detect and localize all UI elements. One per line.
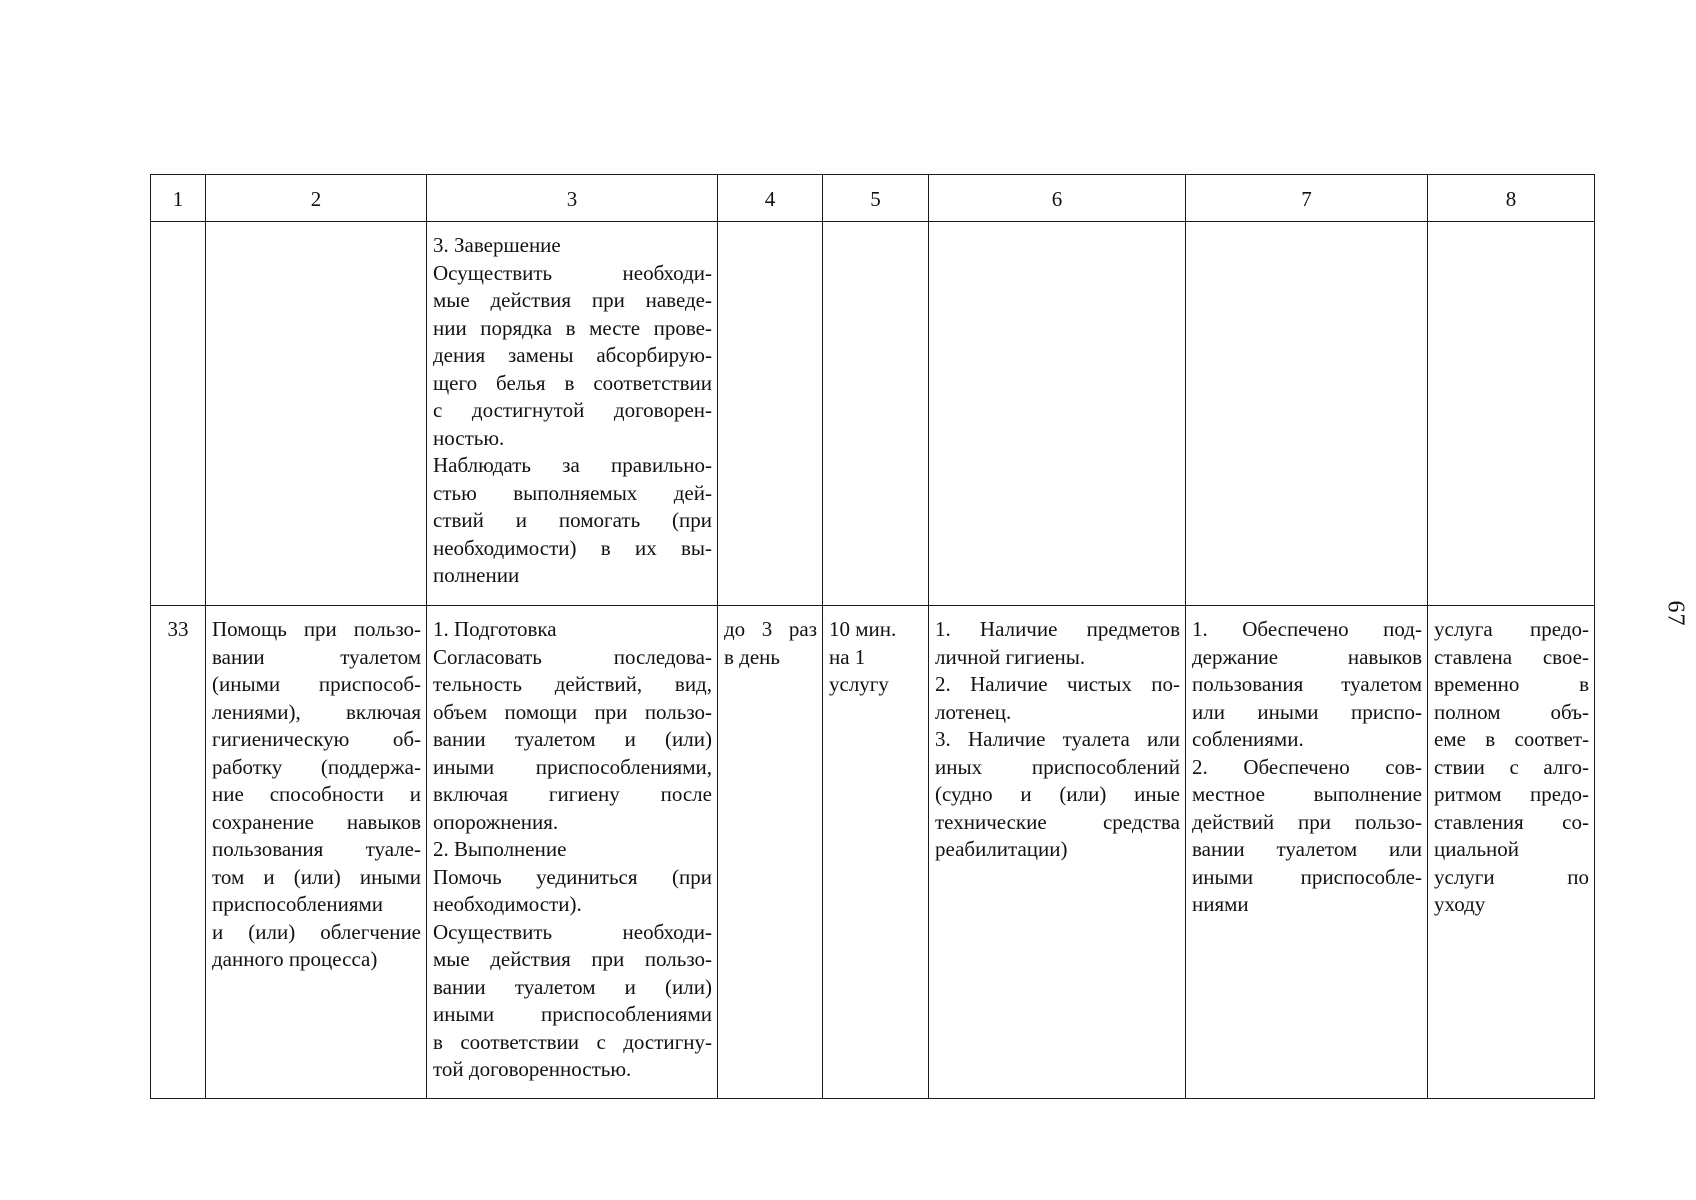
text-line: приспособлениями	[212, 892, 384, 916]
text-line: дения замены абсорбирую-	[433, 343, 712, 367]
procedure-cell	[427, 606, 718, 1099]
column-number-header-row	[151, 175, 1595, 222]
text-line: 3. Наличие туалета или	[935, 727, 1180, 751]
text-line: данного процесса)	[212, 947, 378, 971]
text-line: 1. Обеспечено под-	[1192, 617, 1422, 641]
header-cell-1: 1	[151, 175, 206, 222]
header-cell-3: 3	[427, 175, 718, 222]
text-line: лотенец.	[935, 699, 1012, 724]
continuation-procedure-cell	[427, 222, 718, 606]
text-line: ние способности и	[212, 782, 421, 806]
text-line: личной гигиены.	[935, 644, 1086, 669]
text-line: (иными приспособ-	[212, 672, 421, 696]
text-line: услуга предо-	[1434, 617, 1589, 641]
text-line: том и (или) иными	[212, 864, 421, 889]
text-line: Согласовать последова-	[433, 644, 712, 669]
text-line: вании туалетом	[212, 644, 421, 669]
text-line: в соответствии с достигну-	[433, 1029, 712, 1054]
service-name-cell	[206, 606, 427, 1099]
text-line: уходу	[1434, 892, 1486, 916]
text-line: ниями	[1192, 892, 1249, 916]
text-line: нии порядка в месте прове-	[433, 315, 712, 340]
text-line: вании туалетом и (или)	[433, 727, 712, 751]
continuation-cell-1	[151, 222, 206, 606]
duration-cell	[823, 606, 929, 1099]
text-line: услугу	[829, 672, 889, 696]
text-line: до 3 раз	[724, 617, 817, 641]
text-line: вании туалетом и (или)	[433, 974, 712, 999]
header-cell-6: 6	[929, 175, 1186, 222]
frequency-cell	[718, 606, 823, 1099]
text-line: ствий и помогать (при	[433, 508, 712, 532]
text-line: мые действия при пользо-	[433, 947, 712, 971]
text-line: опорожнения.	[433, 809, 559, 834]
text-line: ставлена свое-	[1434, 644, 1589, 669]
header-cell-4: 4	[718, 175, 823, 222]
header-cell-5: 5	[823, 175, 929, 222]
text-line: Наблюдать за правильно-	[433, 453, 712, 477]
text-line: мые действия при наведе-	[433, 288, 712, 312]
continuation-cell-8	[1428, 222, 1595, 606]
text-line: ритмом предо-	[1434, 782, 1589, 806]
text-line: иных приспособлений	[935, 754, 1180, 779]
text-line: стью выполняемых дей-	[433, 480, 712, 505]
continuation-row	[151, 222, 1595, 606]
text-line: полном объ-	[1434, 699, 1589, 724]
text-line: сохранение навыков	[212, 809, 421, 834]
text-line: пользования туалетом	[1192, 672, 1422, 696]
text-line: тельность действий, вид,	[433, 672, 712, 696]
text-line: 1. Наличие предметов	[935, 617, 1180, 641]
text-line: необходимости).	[433, 892, 582, 916]
text-line: и (или) облегчение	[212, 919, 421, 944]
text-line: полнении	[433, 563, 520, 587]
text-line: 2. Выполнение	[433, 837, 567, 861]
header-cell-2: 2	[206, 175, 427, 222]
text-line: Осуществить необходи-	[433, 260, 712, 285]
text-line: Осуществить необходи-	[433, 919, 712, 944]
result-indicators-cell	[1186, 606, 1428, 1099]
continuation-cell-4	[718, 222, 823, 606]
text-line: 2. Обеспечено сов-	[1192, 754, 1422, 779]
quality-assessment-cell	[1428, 606, 1595, 1099]
text-line: работку (поддержа-	[212, 754, 421, 779]
text-line: циальной	[1434, 837, 1520, 861]
header-cell-7: 7	[1186, 175, 1428, 222]
text-line: Помощь при пользо-	[212, 617, 421, 641]
continuation-cell-2	[206, 222, 427, 606]
text-line: иными приспособле-	[1192, 864, 1422, 889]
text-line: Помочь уединиться (при	[433, 864, 712, 889]
header-cell-8: 8	[1428, 175, 1595, 222]
text-line: соблениями.	[1192, 727, 1304, 751]
text-line: ностью.	[433, 425, 505, 450]
text-line: ставления со-	[1434, 809, 1589, 834]
text-line: с достигнутой договорен-	[433, 398, 712, 422]
service-row-33	[151, 606, 1595, 1099]
continuation-cell-6	[929, 222, 1186, 606]
text-line: еме в соответ-	[1434, 727, 1589, 751]
conditions-cell	[929, 606, 1186, 1099]
text-line: щего белья в соответствии	[433, 370, 712, 395]
text-line: гигиеническую об-	[212, 727, 421, 751]
text-line: или иными приспо-	[1192, 699, 1422, 724]
text-line: в день	[724, 644, 780, 669]
text-line: местное выполнение	[1192, 782, 1422, 806]
text-line: услуги по	[1434, 864, 1589, 889]
text-line: включая гигиену после	[433, 782, 712, 806]
text-line: ствии с алго-	[1434, 754, 1589, 779]
text-line: лениями), включая	[212, 699, 421, 724]
text-line: действий при пользо-	[1192, 809, 1422, 834]
text-line: 10 мин.	[829, 617, 897, 641]
text-line: иными приспособлениями	[433, 1002, 712, 1026]
text-line: объем помощи при пользо-	[433, 699, 712, 724]
text-line: временно в	[1434, 672, 1589, 696]
text-line: реабилитации)	[935, 837, 1068, 861]
service-standards-table	[150, 174, 1595, 1099]
text-line: 1. Подготовка	[433, 617, 557, 641]
text-line: 3. Завершение	[433, 233, 561, 257]
text-line: той договоренностью.	[433, 1057, 632, 1081]
page-number: 67	[1662, 600, 1689, 627]
continuation-cell-7	[1186, 222, 1428, 606]
continuation-cell-5	[823, 222, 929, 606]
row-number-cell: 33	[151, 606, 206, 1099]
text-line: пользования туале-	[212, 837, 421, 861]
text-line: 2. Наличие чистых по-	[935, 672, 1180, 696]
text-line: (судно и (или) иные	[935, 782, 1180, 806]
text-line: необходимости) в их вы-	[433, 535, 712, 560]
text-line: вании туалетом или	[1192, 837, 1422, 861]
text-line: держание навыков	[1192, 644, 1422, 669]
text-line: иными приспособлениями,	[433, 754, 712, 779]
text-line: технические средства	[935, 809, 1180, 834]
text-line: на 1	[829, 644, 866, 669]
